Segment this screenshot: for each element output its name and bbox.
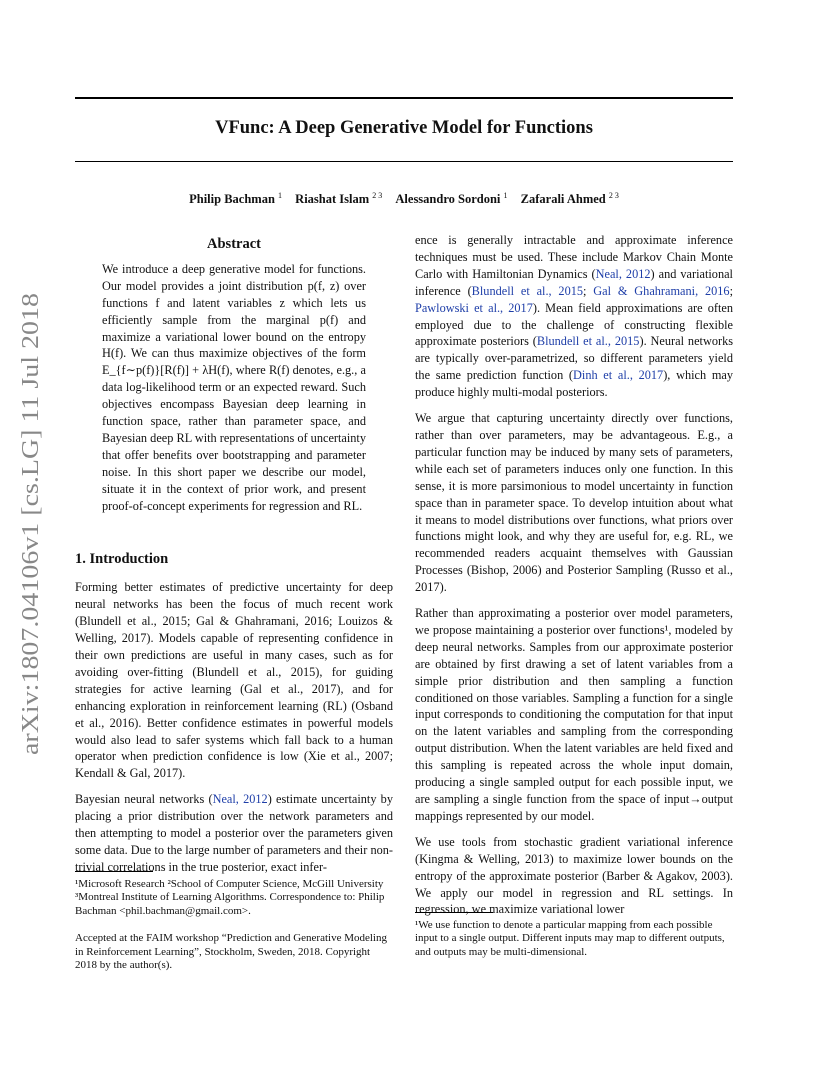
workshop-note: Accepted at the FAIM workshop “Prediction and Generative Modeling in Reinforcement Learning”, Stockholm, Sweden, 2018. Copyright 2018 by the author(s). xyxy=(75,932,387,972)
author-list xyxy=(75,191,733,207)
footnote-rule xyxy=(75,871,153,872)
citation-link[interactable]: Dinh et al., 2017 xyxy=(573,368,664,383)
author: Riashat Islam $^{2 3}$ xyxy=(295,191,383,207)
citation-link[interactable]: Gal & Ghahramani, 2016 xyxy=(593,283,730,298)
citation-link[interactable]: Neal, 2012 xyxy=(595,266,651,281)
citation-link[interactable]: Blundell et al., 2015 xyxy=(536,334,640,349)
footnote-rule xyxy=(415,912,493,913)
abstract-text: We introduce a deep generative model for functions. Our model provides a joint distribution p(f, z) over functions f and latent variables z which lets us efficiently sample from the marginal p(f) and maximize a variational lower bound on the entropy H(f). We can thus maximize objectives of the form E_{f∼p(f)}[R(f)] + λH(f), where R(f) denotes, e.g., a data log-likelihood term or an expected reward. Such objectives encompass Bayesian deep learning in function space, rather than parameter space, and Bayesian deep RL with representations of uncertainty that offer benefits over bootstrapping and parameter noise. In this short paper we describe our model, situate it in the context of prior work, and present proof-of-concept experiments for regression and RL. xyxy=(102,261,366,513)
paper-title: VFunc: A Deep Generative Model for Functions xyxy=(215,118,593,138)
left-column xyxy=(75,232,393,885)
citation-link[interactable]: Pawlowski et al., 2017 xyxy=(415,300,533,315)
intro-paragraph-5: We use tools from stochastic gradient variational inference (Kingma & Welling, 2013) to maximize lower bounds on the entropy of the approximate posterior (Barber & Agakov, 2003). We apply our model in regression and RL settings. In regression, we maximize variational lower xyxy=(415,834,733,917)
left-footnotes xyxy=(75,871,393,972)
section-heading-introduction: 1. Introduction xyxy=(75,550,169,567)
intro-paragraph-4: Rather than approximating a posterior over model parameters, we propose maintaining a posterior over functions¹, modeled by deep neural networks. Samples from our approximate posterior are obtained by first drawing a set of latent variables from a simple prior distribution and then sampling a function conditioned on those variables. Sampling a function for a single input corresponds to conditioning the computation for that input on the latent variables and sampling from the corresponding output distribution. When the latent variables are held fixed and this sampling is repeated across the whole input domain, producing a single sampled output for each possible input, we are sampling a single function from the space of input→output mappings represented by our model. xyxy=(415,606,733,823)
affiliation-footnote: ¹Microsoft Research ²School of Computer Science, McGill University ³Montreal Institute of Learning Algorithms. Correspondence to: Philip Bachman <phil.bachman@gmail.com>. xyxy=(75,878,385,917)
function-footnote: ¹We use function to denote a particular mapping from each possible input to a single output. Different inputs may map to different outputs, and outputs may be multi-dimensional. xyxy=(415,919,725,958)
citation-link[interactable]: Neal, 2012 xyxy=(212,792,268,807)
title-top-rule xyxy=(75,97,733,99)
author: Philip Bachman $^1$ xyxy=(189,191,283,207)
author: Alessandro Sordoni $^1$ xyxy=(395,191,508,207)
intro-paragraph-2-start: Bayesian neural networks (Neal, 2012) estimate uncertainty by placing a prior distribution over the network parameters and then attempting to model a posterior over the parameters given some data. Due to the large number of parameters and their non-trivial correlations in the true posterior, exact infer- xyxy=(75,792,393,874)
intro-paragraph-3: We argue that capturing uncertainty directly over functions, rather than over parameters, may be advantageous. E.g., a particular function may be induced by many sets of parameters, while each set of parameters induces only one function. In this sense, it is more parsimonious to model uncertainty in function space than in parameter space. To develop intuition about what it means to model distributions over functions, what priors over functions might look, and why they are useful for, e.g. RL, we recommended readers acquaint themselves with Gaussian Processes (Bishop, 2006) and Posterior Sampling (Russo et al., 2017). xyxy=(415,411,733,595)
intro-paragraph-2-cont: ence is generally intractable and approximate inference techniques must be used. These include Markov Chain Monte Carlo with Hamiltonian Dynamics (Neal, 2012) and variational inference (Blundell et al., 2015; Gal & Ghahramani, 2016; Pawlowski et al., 2017). Mean field approximations are often employed due to the challenge of constructing flexible approximate posteriors (Blundell et al., 2015). Neural networks are typically over-parametrized, so different parameters yield the same prediction function (Dinh et al., 2017), which may produce highly multi-modal posteriors. xyxy=(415,233,733,400)
arxiv-stamp-text: arXiv:1807.04106v1 [cs.LG] 11 Jul 2018 xyxy=(18,358,44,755)
arxiv-stamp xyxy=(8,290,48,760)
intro-paragraph-1: Forming better estimates of predictive uncertainty for deep neural networks has been the focus of much recent work (Blundell et al., 2015; Gal & Ghahramani, 2016; Louizos & Welling, 2017). Models capable of representing confidence in their own predictions are useful in many cases, such as for avoiding over-fitting (Blundell et al., 2015), for guiding strategies for active learning (Gal et al., 2017), and for enhancing exploration in reinforcement learning (RL) (Osband et al., 2016). Better confidence estimates in powerful models would also lead to safer systems which fall back to a human operator when prediction confidence is low (Xie et al., 2007; Kendall & Gal, 2017). xyxy=(75,580,393,781)
abstract-heading: Abstract xyxy=(207,236,261,252)
title-bottom-rule xyxy=(75,161,733,162)
right-footnotes xyxy=(415,912,733,959)
citation-link[interactable]: Blundell et al., 2015 xyxy=(471,283,584,298)
author: Zafarali Ahmed $^{2 3}$ xyxy=(520,191,619,207)
right-column xyxy=(415,232,733,927)
